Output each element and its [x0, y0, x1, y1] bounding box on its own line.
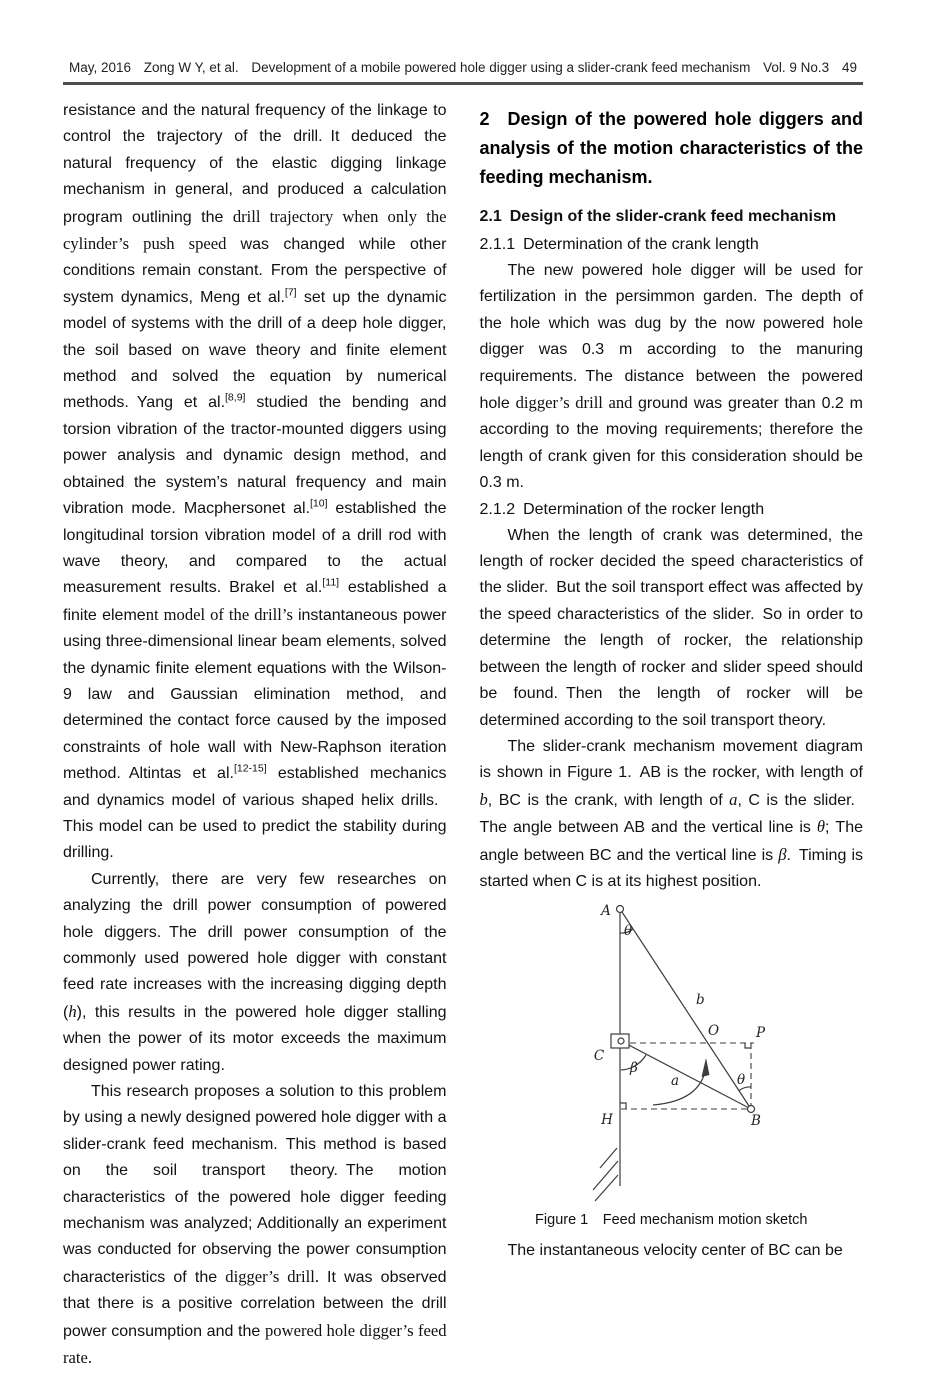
figure-1 — [480, 901, 864, 1230]
paragraph: When the length of crank was determined, the length of rocker decided the speed characteristics of the slider. But the soil transport effect was affected by the speed characteristics of the slider. So in order to determine the length of rocker, the relationship between the length of rocker and slider speed should be found. Then the length of rocker will be determined according to the soil transport theory. — [479, 526, 863, 729]
paper-page — [63, 0, 863, 1373]
label-rocker-b: b — [695, 992, 705, 1009]
paragraph: The instantaneous velocity center of BC can be — [507, 1242, 843, 1260]
header-article-title: Development of a mobile powered hole digger using a slider-crank feed mechanism — [251, 60, 751, 75]
label-point-p: P — [755, 1025, 765, 1042]
label-theta-b: θ — [736, 1072, 745, 1089]
paragraph: This research proposes a solution to this problem by using a newly designed powered hole digger with a slider-crank feed mechanism. This method is based on the soil transport theory. The motion characteristics of the powered hole digger feeding mechanism was analyzed; Additionally an experiment was conducted for observing the power consumption characteristics of the digger’s drill. It was observed that there is a positive correlation between the drill power consumption and the powered hole digger’s feed rate. — [63, 1083, 447, 1368]
journal-header — [63, 60, 863, 82]
label-point-b: B — [750, 1113, 761, 1130]
header-volume: Vol. 9 No.3 — [763, 60, 830, 75]
paragraph: The slider-crank mechanism movement diagram is shown in Figure 1. AB is the rocker, with length of b, BC is the crank, with length of a, C is the slider. The angle between AB and the vertical line is θ; The angle between BC and the vertical line is β. Timing is started when C is at its highest position. — [479, 737, 864, 890]
rotation-arrow-arc — [653, 1067, 706, 1105]
paragraph: resistance and the natural frequency of the linkage to control the trajectory of the drill. It deduced the natural frequency of the elastic digging linkage mechanism in general, and produced a calculation program outlining the drill trajectory when only the cylinder’s push speed was changed while other conditions remain constant. From the perspective of system dynamics, Meng et al.[7] set up the dynamic model of systems with the drill of a deep hole digger, the soil based on wave theory and finite element method and solved the equation by numerical methods. Yang et al.[8,9] studied the bending and torsion vibration of the tractor-mounted diggers using power analysis and dynamic design method, and obtained the system’s natural frequency and main vibration mode. Macphersonet al.[10] established the longitudinal torsion vibration model of a drill rod with wave theory, and compared to the actual measurement results. Brakel et al.[11] established a finite element model of the drill’s instantaneous power using three-dimensional linear beam elements, solved the dynamic finite element equations with the Wilson-9 law and Gaussian elimination method, and determined the contact force caused by the imposed constraints of hole wall with New-Raphson iteration method. Altintas et al.[12-15] established mechanics and dynamics model of various shaped helix drills. This model can be used to predict the stability during drilling. — [63, 102, 447, 862]
header-page-number: 49 — [841, 60, 857, 75]
right-angle-mark-h — [620, 1103, 626, 1109]
label-beta: β — [629, 1060, 638, 1077]
left-column — [63, 98, 447, 1373]
slider-pin-c — [618, 1038, 624, 1044]
right-angle-mark-p — [745, 1043, 751, 1048]
crank-line-cb — [623, 1042, 751, 1109]
label-point-o: O — [707, 1023, 719, 1040]
header-date: May, 2016 — [69, 60, 132, 75]
subsection-heading: 2.1 Design of the slider-crank feed mechanism — [479, 208, 837, 225]
figure-caption: Figure 1 Feed mechanism motion sketch — [535, 1212, 808, 1229]
label-theta-a: θ — [623, 923, 632, 940]
right-column — [480, 98, 864, 1373]
label-crank-a: a — [670, 1073, 679, 1090]
label-point-a: A — [600, 903, 611, 920]
rotation-arrow-head — [701, 1058, 709, 1077]
joint-b — [747, 1106, 754, 1113]
section-heading: 2 Design of the powered hole diggers and analysis of the motion characteristics of the feeding mechanism. — [479, 109, 863, 187]
header-authors: Zong W Y, et al. — [143, 60, 239, 75]
paragraph: The new powered hole digger will be used for fertilization in the persimmon garden. The depth of the hole which was dug by the now powered hole digger was 0.3 m according to the manuring requirements. The distance between the powered hole digger’s drill and ground was greater than 0.2 m according to the moving requirements; therefore the length of crank given for this consideration should be 0.3 m. — [479, 262, 864, 492]
label-point-c: C — [593, 1048, 604, 1065]
header-rule — [63, 82, 863, 85]
paragraph: Currently, there are very few researches on analyzing the drill power consumption of powered hole diggers. The drill power consumption of the commonly used powered hole digger with constant feed rate increases with the increasing digging depth (h), this results in the powered hole digger stalling when the power of its motor exceeds the maximum designed power rating. — [63, 870, 447, 1074]
joint-a — [616, 906, 623, 913]
ground-hatch — [593, 1148, 618, 1201]
rocker-line-ab — [620, 909, 751, 1109]
two-column-body — [63, 98, 863, 1373]
figure-1-diagram — [575, 901, 855, 1206]
subsubsection-heading-2: 2.1.2 Determination of the rocker length — [479, 500, 765, 518]
label-point-h: H — [600, 1112, 613, 1129]
subsubsection-heading-1: 2.1.1 Determination of the crank length — [479, 236, 759, 253]
